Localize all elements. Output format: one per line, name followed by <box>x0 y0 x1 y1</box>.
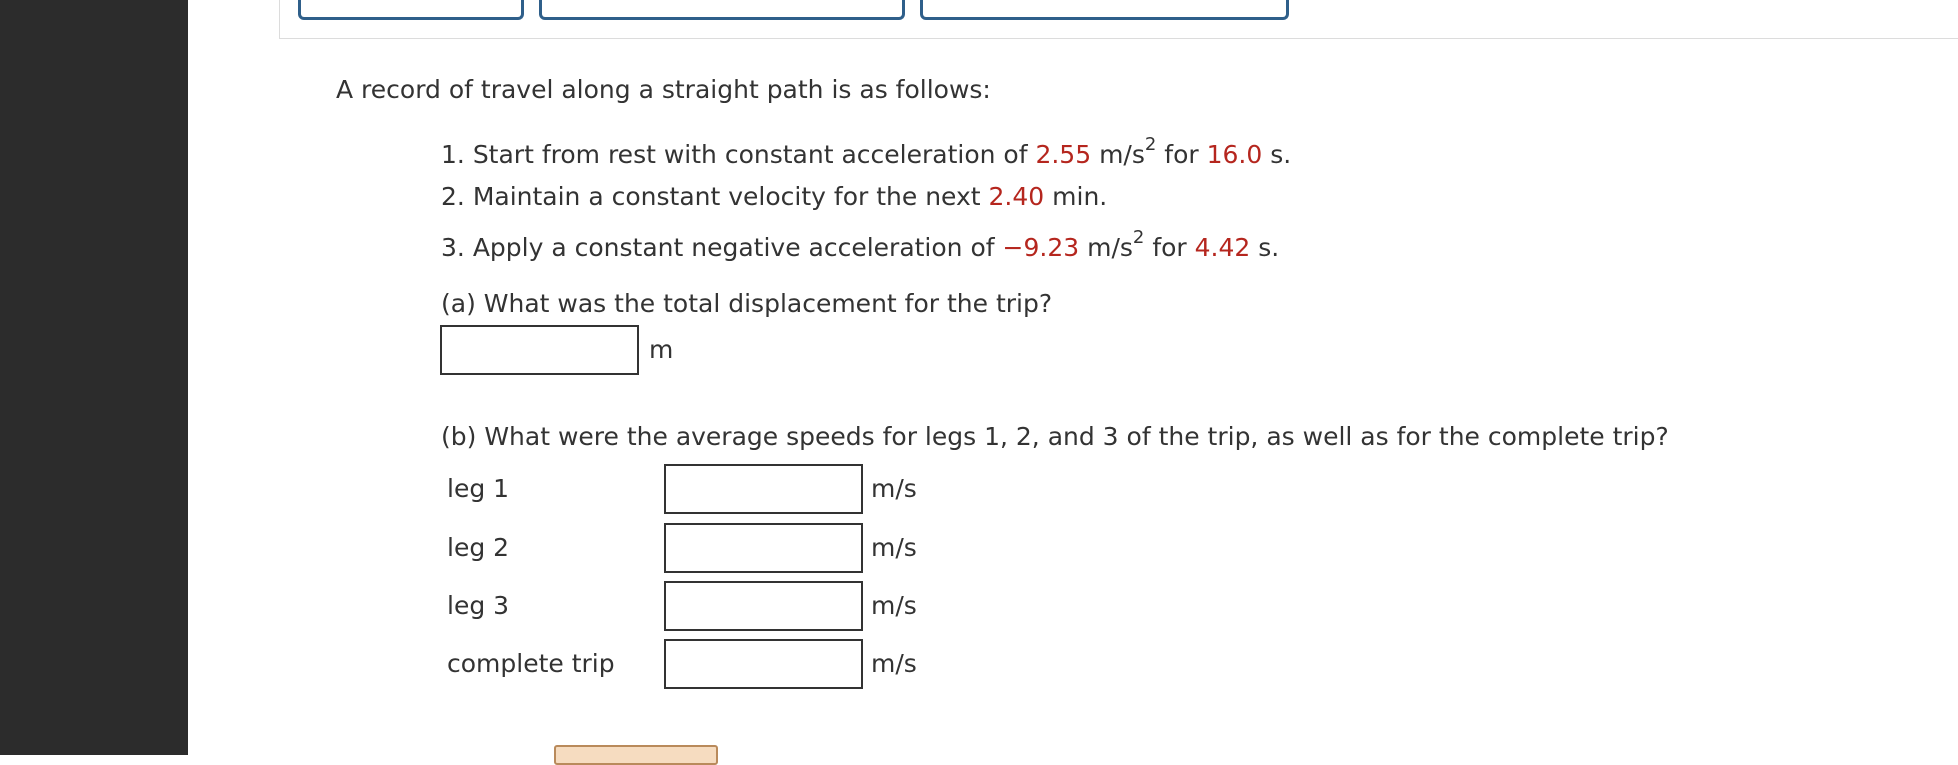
step-3-for: for <box>1152 233 1187 262</box>
part-a-unit: m <box>649 335 674 364</box>
step-3-acceleration-unit: m/s <box>1087 233 1133 262</box>
complete-trip-unit: m/s <box>871 649 917 678</box>
part-a-question: (a) What was the total displacement for the trip? <box>441 289 1053 318</box>
leg-1-unit: m/s <box>871 474 917 503</box>
leg-1-speed-input[interactable] <box>664 464 863 514</box>
part-a-displacement-input[interactable] <box>440 325 639 375</box>
step-1-number: 1. <box>441 140 465 169</box>
leg-2-label: leg 2 <box>447 533 510 562</box>
step-3 <box>441 227 1280 263</box>
step-1-text: Start from rest with constant acceleration of <box>472 140 1028 169</box>
step-3-time-unit: s. <box>1258 233 1280 262</box>
step-1-time-value: 16.0 <box>1206 140 1263 169</box>
leg-1-label: leg 1 <box>447 474 510 503</box>
step-2-time-value: 2.40 <box>988 182 1045 211</box>
step-1 <box>441 134 1292 170</box>
step-2-number: 2. <box>441 182 465 211</box>
step-2 <box>441 182 1107 212</box>
leg-3-label: leg 3 <box>447 591 510 620</box>
step-1-for: for <box>1164 140 1199 169</box>
problem-intro: A record of travel along a straight path is as follows: <box>336 75 991 104</box>
top-tab-button-1[interactable] <box>298 0 524 20</box>
left-sidebar <box>0 0 188 755</box>
step-1-acceleration-value: 2.55 <box>1035 140 1092 169</box>
leg-3-speed-input[interactable] <box>664 581 863 631</box>
leg-3-unit: m/s <box>871 591 917 620</box>
step-1-superscript: 2 <box>1144 134 1157 155</box>
top-tab-button-2[interactable] <box>539 0 905 20</box>
leg-2-unit: m/s <box>871 533 917 562</box>
complete-trip-label: complete trip <box>447 649 615 678</box>
help-button-partial[interactable] <box>554 745 718 765</box>
step-3-time-value: 4.42 <box>1194 233 1251 262</box>
top-tab-button-3[interactable] <box>920 0 1289 20</box>
step-3-superscript: 2 <box>1132 227 1145 248</box>
step-2-text: Maintain a constant velocity for the next <box>472 182 981 211</box>
step-3-acceleration-value: −9.23 <box>1002 233 1080 262</box>
step-2-time-unit: min. <box>1052 182 1108 211</box>
step-3-number: 3. <box>441 233 465 262</box>
part-b-question: (b) What were the average speeds for legs 1, 2, and 3 of the trip, as well as for the complete trip? <box>441 422 1669 451</box>
step-3-text: Apply a constant negative acceleration of <box>472 233 995 262</box>
step-1-acceleration-unit: m/s <box>1099 140 1145 169</box>
complete-trip-speed-input[interactable] <box>664 639 863 689</box>
leg-2-speed-input[interactable] <box>664 523 863 573</box>
step-1-time-unit: s. <box>1270 140 1292 169</box>
